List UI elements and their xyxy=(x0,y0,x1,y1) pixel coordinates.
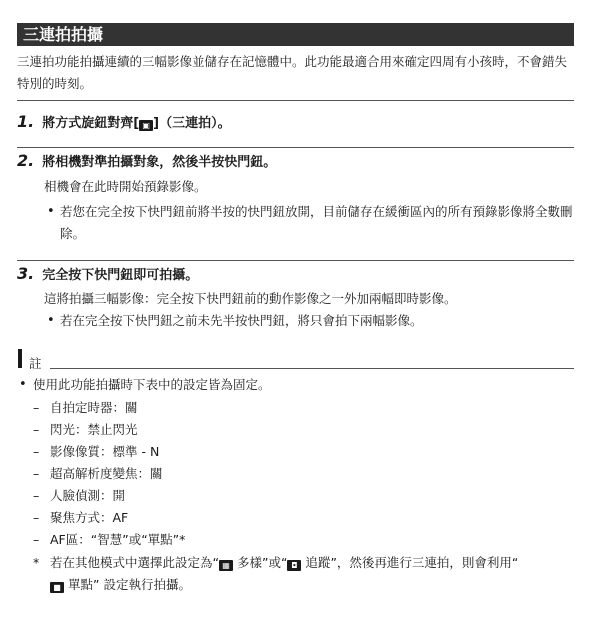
step-1-text-pre: 將方式旋鈕對齊[ xyxy=(42,116,140,131)
step-3-heading xyxy=(17,264,198,283)
tracking-icon: ◘ xyxy=(287,560,301,571)
list-item: – 人臉偵測：開 xyxy=(33,488,126,503)
note-divider xyxy=(50,368,574,369)
footnote-line-2: ■ 單點” 設定執行拍攝。 xyxy=(50,574,191,596)
step-3-bullet: 若在完全按下快門鈕之前未先半按快門鈕，將只會拍下兩幅影像。 xyxy=(60,313,423,328)
list-item: – 影像像質：標準 - N xyxy=(33,444,160,459)
footnote-line-1: 若在其他模式中選擇此設定為“ ▦ 多樣”或“ ◘ 追蹤”，然後再進行三連拍，則會利用“ xyxy=(50,555,519,570)
step-2-text: 將相機對準拍攝對象，然後半按快門鈕。 xyxy=(42,155,277,170)
section-title-bar xyxy=(17,23,574,46)
note-marker xyxy=(18,349,22,368)
step-3-text: 完全按下快門鈕即可拍攝。 xyxy=(42,268,199,283)
bullet-dot: • xyxy=(47,204,55,219)
step-divider xyxy=(17,100,574,101)
note-label: 註 xyxy=(29,356,42,371)
list-item: – 自拍定時器：關 xyxy=(33,400,138,415)
list-item: – 超高解析度變焦：關 xyxy=(33,466,163,481)
footnote-mark: * xyxy=(33,555,40,570)
list-item: – 閃光：禁止閃光 xyxy=(33,422,138,437)
note-intro: 使用此功能拍攝時下表中的設定皆為固定。 xyxy=(33,377,271,392)
intro-paragraph: 三連拍功能拍攝連續的三幅影像並儲存在記憶體中。此功能最適合用來確定四周有小孩時，不會錯失特別的時刻。 xyxy=(17,54,568,91)
bullet-dot: • xyxy=(47,313,55,328)
list-item: – 聚焦方式：AF xyxy=(33,510,129,525)
step-3-body: 這將拍攝三幅影像：完全按下快門鈕前的動作影像之一外加兩幅即時影像。 xyxy=(44,291,457,306)
bullet-dot: • xyxy=(19,377,27,392)
step-number: 3. xyxy=(17,264,35,283)
step-number: 2. xyxy=(17,151,35,170)
step-number: 1. xyxy=(17,112,35,131)
step-2-body: 相機會在此時開始預錄影像。 xyxy=(44,179,207,194)
multi-area-icon: ▦ xyxy=(219,560,233,571)
step-divider xyxy=(17,147,574,148)
step-divider xyxy=(17,260,574,261)
section-title: 三連拍拍攝 xyxy=(23,25,104,44)
list-item: – AF區：“智慧”或“單點”* xyxy=(33,532,186,547)
step-2-bullet: 若您在完全按下快門鈕前將半按的快門鈕放開，目前儲存在緩衝區內的所有預錄影像將全數刪除。 xyxy=(60,204,573,241)
continuous-shooting-icon: ▣ xyxy=(139,120,153,131)
step-2-heading xyxy=(17,151,276,170)
step-1-text-post: ]（三連拍）。 xyxy=(153,116,231,131)
step-1-heading xyxy=(17,112,231,131)
spot-icon: ■ xyxy=(50,582,64,593)
